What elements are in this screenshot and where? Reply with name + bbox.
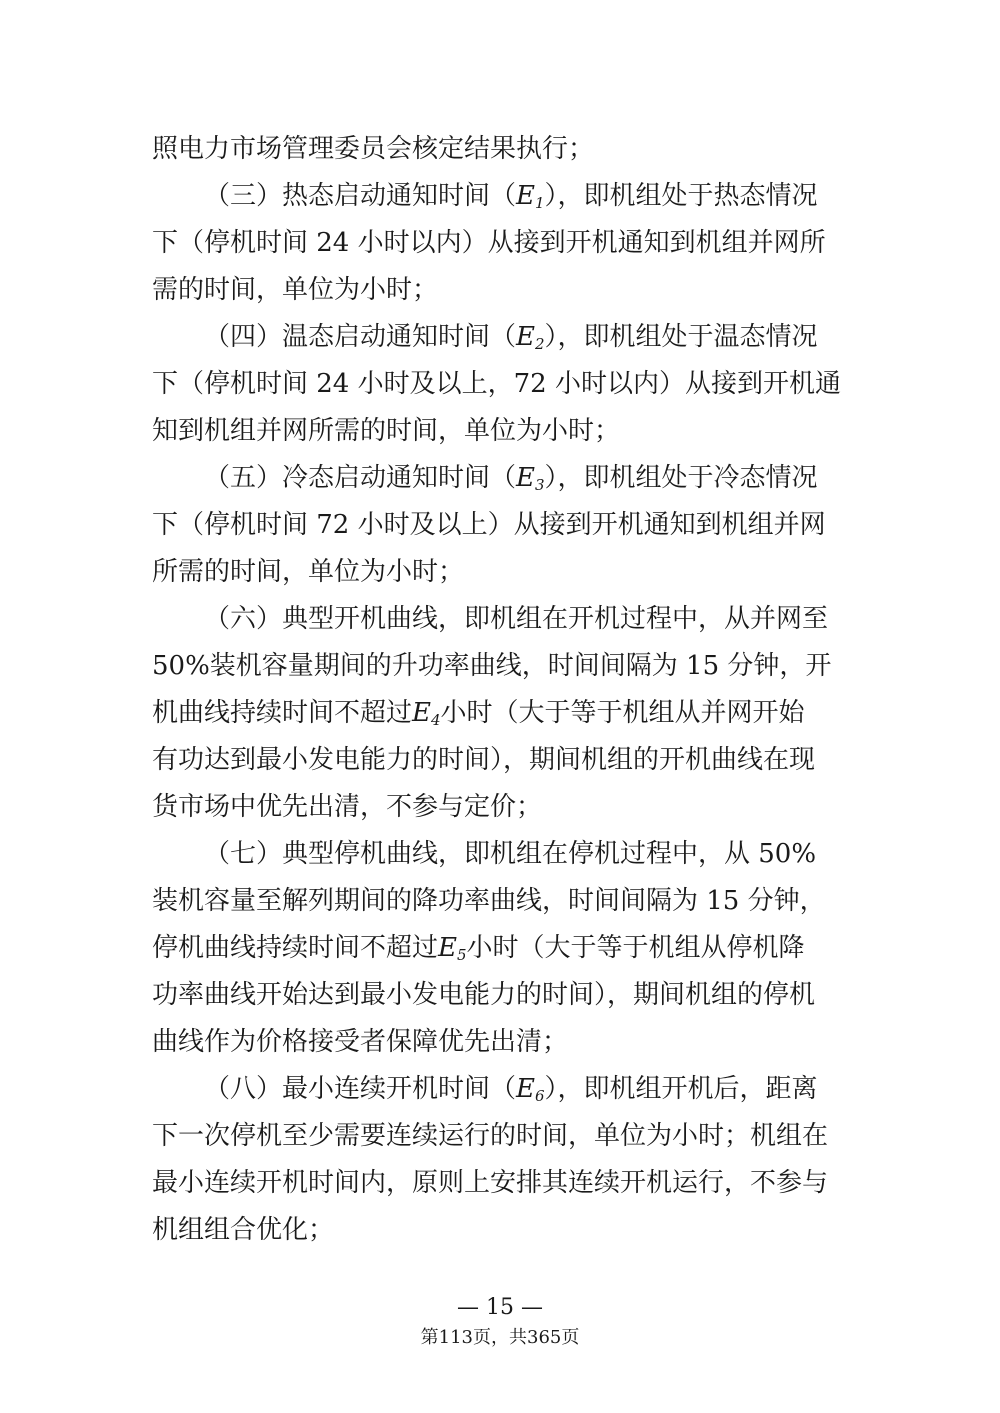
text-line: 知到机组并网所需的时间，单位为小时； [152, 416, 621, 446]
text-line: 下（停机时间 72 小时及以上）从接到开机通知到机组并网 [152, 510, 826, 540]
paragraph-4-start: （四）温态启动通知时间$(E_2)$，即机组处于温态情况 [204, 322, 818, 353]
text-line: 停机曲线持续时间不超过$E_5$小时（大于等于机组从停机降 [152, 933, 805, 964]
text-line: 机曲线持续时间不超过$E_4$小时（大于等于机组从并网开始 [152, 698, 805, 729]
text-line: 所需的时间，单位为小时； [152, 557, 465, 587]
text-line: 装机容量至解列期间的降功率曲线，时间间隔为 15 分钟， [152, 886, 826, 916]
text-line: 机组组合优化； [152, 1215, 335, 1245]
text-line: 最小连续开机时间内，原则上安排其连续开机运行，不参与 [152, 1168, 829, 1198]
text-line: 货市场中优先出清，不参与定价； [152, 792, 543, 822]
text-line: 50%装机容量期间的升功率曲线，时间间隔为 15 分钟，开 [152, 651, 832, 681]
paragraph-5-start: （五）冷态启动通知时间$(E_3)$，即机组处于冷态情况 [204, 463, 818, 494]
text-line: 下（停机时间 24 小时及以上，72 小时以内）从接到开机通 [152, 369, 841, 399]
text-line: 曲线作为价格接受者保障优先出清； [152, 1027, 569, 1057]
text-line: 功率曲线开始达到最小发电能力的时间），期间机组的停机 [152, 980, 816, 1010]
text-line: 下一次停机至少需要连续运行的时间，单位为小时；机组在 [152, 1121, 829, 1151]
paragraph-8-start: （八）最小连续开机时间$(E_6)$，即机组开机后，距离 [204, 1074, 818, 1105]
page-count: 第113页，共365页 [420, 1327, 580, 1348]
paragraph-6-start: （六）典型开机曲线，即机组在开机过程中，从并网至 [204, 604, 829, 634]
page-number: — 15 — [457, 1295, 543, 1320]
body-text [152, 126, 842, 1254]
text-line: 有功达到最小发电能力的时间），期间机组的开机曲线在现 [152, 745, 816, 775]
text-line: 照电力市场管理委员会核定结果执行； [152, 134, 595, 164]
paragraph-7-start: （七）典型停机曲线，即机组在停机过程中，从 50% [204, 839, 817, 869]
text-line: 下（停机时间 24 小时以内）从接到开机通知到机组并网所 [152, 228, 826, 258]
paragraph-3-start: （三）热态启动通知时间$(E_1)$，即机组处于热态情况 [204, 181, 818, 212]
text-line: 需的时间，单位为小时； [152, 275, 439, 305]
